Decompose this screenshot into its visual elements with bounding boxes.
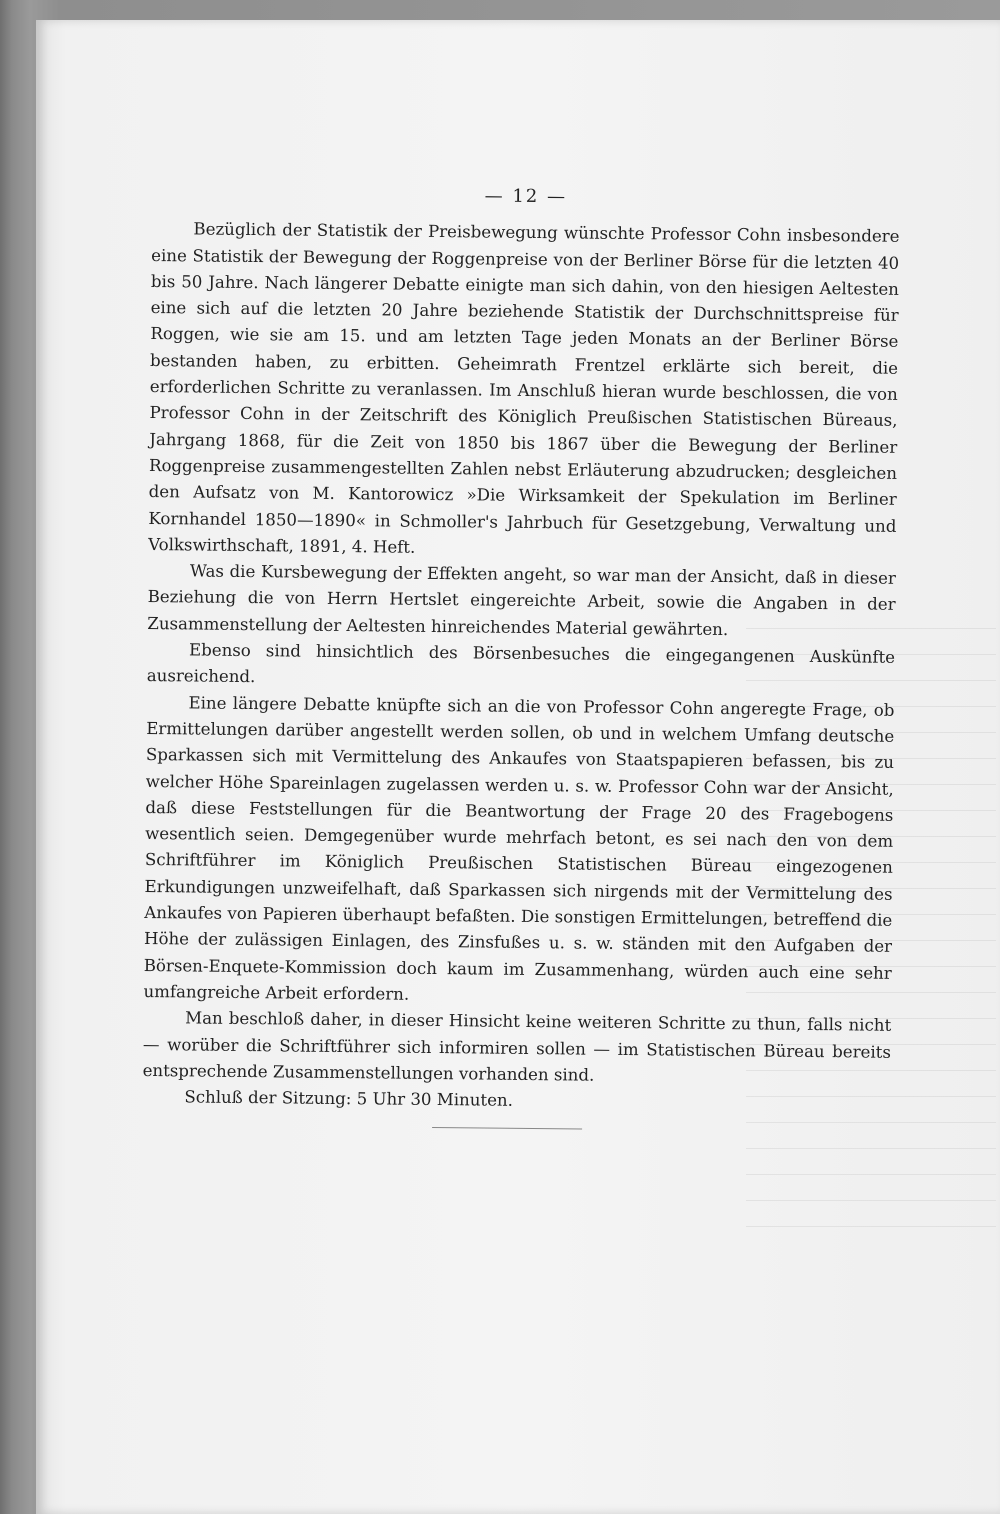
paragraph-price-statistics: Bezüglich der Statistik der Preisbewegung wünschte Professor Cohn insbesondere eine Statistik der Bewegung der Roggenpreise von der Berliner Börse für die letzten 40 bis 50 Jahre. Nach längerer Debatte einigte man sich dahin, von den hiesigen Aeltesten eine sich auf die letzten 20 Jahre beziehende Statistik der Durchschnittspreise für Roggen, wie sie am 15. und am letzten Tage jeden Monats an der Berliner Börse bestanden haben, zu erbitten. Geheimrath Frentzel erklärte sich bereit, die erforderlichen Schritte zu veranlassen. Im Anschluß hieran wurde beschlossen, die von Professor Cohn in der Zeitschrift des Königlich Preußischen Statistischen Büreaus, Jahrgang 1868, für die Zeit von 1850 bis 1867 über die Bewegung der Berliner Roggenpreise zusammengestellten Zahlen nebst Erläuterung abzudrucken; desgleichen den Aufsatz von M. Kantorowicz »Die Wirksamkeit der Spekulation im Berliner Kornhandel 1850—1890« in Schmoller's Jahrbuch für Gesetzgebung, Verwaltung und Volkswirthschaft, 1891, 4. Heft. xyxy=(148,219,900,557)
paragraph-closing: Schluß der Sitzung: 5 Uhr 30 Minuten. xyxy=(184,1087,514,1110)
paragraph-resolution: Man beschloß daher, in dieser Hinsicht keine weiteren Schritte zu thun, falls nicht — worüber die Schriftführer sich informiren sollen — im Statistischen Büreau bereits entsprechende Zusammenstellungen vorhanden sind. xyxy=(142,1008,892,1085)
page-text xyxy=(142,180,900,1133)
paragraph-savings-banks: Eine längere Debatte knüpfte sich an die von Professor Cohn angeregte Frage, ob Ermittelungen darüber angestellt werden sollen, ob und in welchem Umfang deutsche Sparkassen sich mit Vermittelung des Ankaufes von Staatspapieren befassen, bis zu welcher Höhe Spareinlagen zugelassen werden u. s. w. Professor Cohn war der Ansicht, daß diese Feststellungen für die Beantwortung der Frage 20 des Fragebogens wesentlich seien. Demgegenüber wurde mehrfach betont, es sei nach den von dem Schriftführer im Königlich Preußischen Statistischen Büreau eingezogenen Erkundigungen unzweifelhaft, daß Sparkassen sich nirgends mit der Vermittelung des Ankaufes von Papieren überhaupt befaßten. Die sonstigen Ermittelungen, betreffend die Höhe der zulässigen Einlagen, des Zinsfußes u. s. w. ständen mit den Aufgaben der Börsen-Enquete-Kommission doch kaum im Zusammenhang, würden auch eine sehr umfangreiche Arbeit erfordern. xyxy=(143,693,895,1004)
page-number: — 12 — xyxy=(484,185,568,208)
paragraph-attendance: Ebenso sind hinsichtlich des Börsenbesuches die eingegangenen Auskünfte ausreichend. xyxy=(146,640,896,687)
paragraph-securities: Was die Kursbewegung der Effekten angeht, so war man der Ansicht, daß in dieser Beziehung die von Herrn Hertslet eingereichte Arbeit, sowie die Angaben in der Zusammenstellung der Aeltesten hinreichendes Material gewährten. xyxy=(147,561,896,639)
